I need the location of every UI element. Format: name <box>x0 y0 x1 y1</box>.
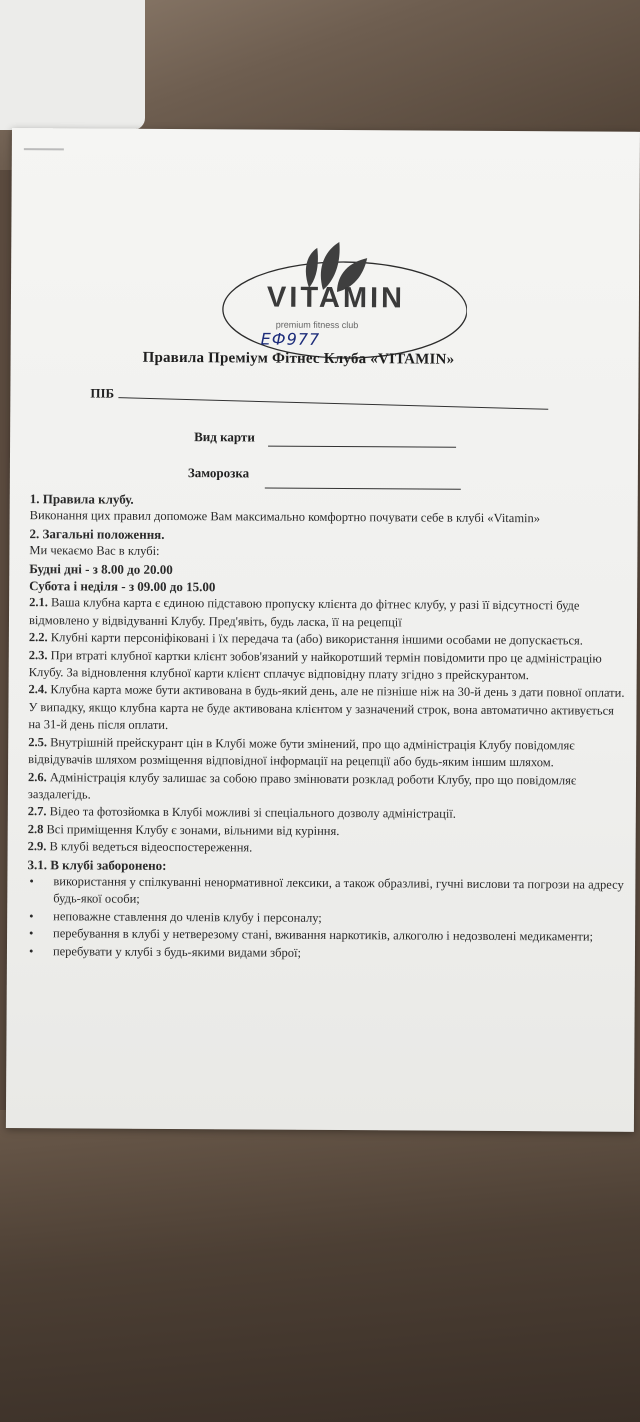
rule-2-5-number: 2.5. <box>28 734 48 749</box>
rule-2-5 <box>28 734 628 772</box>
rule-2-6 <box>28 769 628 807</box>
section-3-1-heading: 3.1. В клубі заборонено: <box>27 856 167 873</box>
freeze-field-line <box>265 488 461 490</box>
section-1-heading: 1. Правила клубу. <box>29 491 134 507</box>
logo-tagline: premium fitness club <box>275 319 359 331</box>
rules-body <box>27 490 630 964</box>
rule-2-1-text: Ваша клубна карта є єдиною підставою пропуску клієнта до фітнес клубу, у разі її відсутності буде відмовлено у відвідуванні Клубу. Пред'явіть, будь ласка, її на рецепції <box>28 595 580 630</box>
rule-2-8-text: Всі приміщення Клубу є зонами, вільними від куріння. <box>46 821 340 838</box>
card-type-field-label: Вид карти <box>194 429 255 445</box>
rule-2-3-text: При втраті клубної картки клієнт зобов'язаний у найкоротший термін повідомити про це адміністрацію Клубу. За відновлення клубної карти клієнт сплачує відповідну плату згідно з прейскурантом. <box>28 647 602 683</box>
rule-2-2-number: 2.2. <box>28 630 48 645</box>
background-couch-bottom <box>0 1110 640 1422</box>
rule-2-5-text: Внутрішній прейскурант цін в Клубі може бути змінений, про що адміністрація Клубу повідомляє відвідувачів шляхом розміщення відповідної інформації на рецепції або будь-яким іншим шляхом. <box>28 734 575 770</box>
rule-2-6-number: 2.6. <box>27 769 47 784</box>
rule-2-7-number: 2.7. <box>27 804 47 819</box>
rule-2-8-number: 2.8 <box>27 821 44 836</box>
card-type-field-line <box>268 446 456 448</box>
background-white-object <box>0 0 145 130</box>
rule-2-2-text: Клубні карти персоніфіковані і їх передача та (або) використання іншими особами не допускається. <box>50 630 583 648</box>
paper-mark <box>24 148 64 150</box>
rule-2-1 <box>29 595 629 633</box>
document-title: Правила Преміум Фітнес Клуба «VITAMIN» <box>142 349 455 368</box>
rule-2-3-number: 2.3. <box>28 647 48 662</box>
rule-2-6-text: Адміністрація клубу залишає за собою право змінювати розклад роботи Клубу, про що повідомляє заздалегідь. <box>27 769 577 802</box>
rule-2-4 <box>28 682 628 738</box>
document-sheet <box>6 128 640 1132</box>
section-2-text: Ми чекаємо Вас в клубі: <box>29 543 160 559</box>
rule-2-3 <box>29 647 629 685</box>
rule-2-1-number: 2.1. <box>29 595 48 610</box>
name-field-line <box>118 397 548 410</box>
rule-2-9-number: 2.9. <box>27 839 47 854</box>
prohibited-item: • використання у спілкуванні ненормативної лексики, а також образливі, гучні вислови та погрози на адресу будь-якої особи; <box>27 873 627 911</box>
freeze-field-label: Заморозка <box>187 465 250 481</box>
weekday-hours: Будні дні - з 8.00 до 20.00 <box>29 560 173 577</box>
rule-2-9-text: В клубі ведеться відеоспостереження. <box>49 839 253 855</box>
handwritten-number: ЕФ977 <box>260 329 321 349</box>
logo-wordmark: VITAMIN <box>266 281 406 315</box>
rule-2-7-text: Відео та фотозйомка в Клубі можливі зі спеціального дозволу адміністрації. <box>49 804 456 822</box>
rule-2-4-number: 2.4. <box>28 682 48 697</box>
prohibited-item: • перебування в клубі у нетверезому стані, вживання наркотиків, алкоголю і недозволені медикаменти; <box>27 925 627 946</box>
weekend-hours: Субота і неділя - з 09.00 до 15.00 <box>29 578 216 595</box>
section-2-heading: 2. Загальні положення. <box>29 525 165 542</box>
prohibited-list <box>27 873 628 964</box>
prohibited-item: • перебувати у клубі з будь-якими видами зброї; <box>27 943 627 964</box>
section-1-text: Виконання цих правил допоможе Вам максимально комфортно почувати себе в клубі «Vitamin» <box>29 508 541 526</box>
prohibited-item: • неповажне ставлення до членів клубу і персоналу; <box>27 908 627 929</box>
name-field-label: ПІБ <box>90 385 115 401</box>
rule-2-4-text: Клубна карта може бути активована в будь-який день, але не пізніше ніж на 30-й день з дати повної оплати. У випадку, якщо клубна карта не буде активована клієнтом у зазначений строк, вона автоматично активується на 31-й день після оплати. <box>28 682 625 733</box>
